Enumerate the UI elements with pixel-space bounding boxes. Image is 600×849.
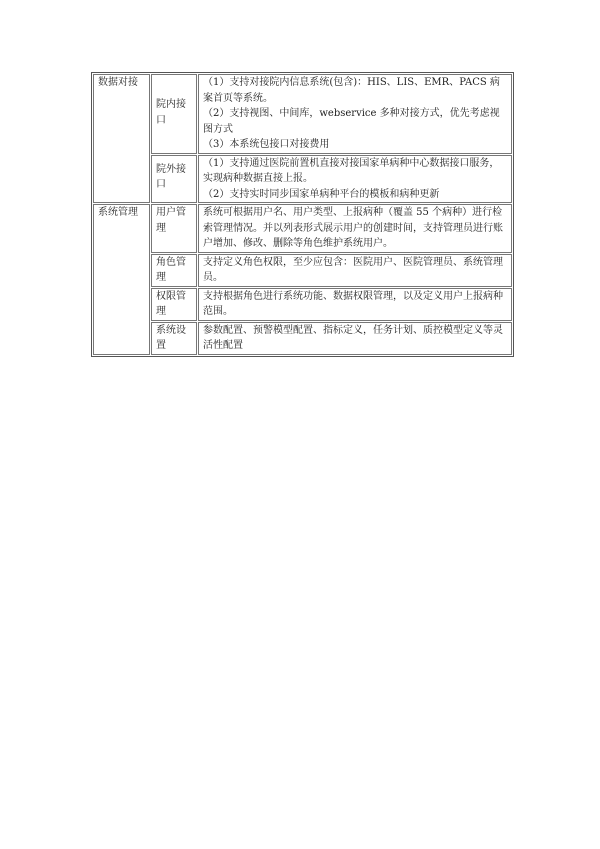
sub-item-permission-management: 权限管理	[151, 288, 197, 321]
description-cell	[198, 204, 512, 253]
description-cell	[198, 155, 512, 204]
table-row	[93, 322, 512, 355]
table-row	[93, 74, 512, 154]
description-line: （1）支持对接院内信息系统(包含)：HIS、LIS、EMR、PACS 病案首页等系统。	[203, 77, 500, 104]
category-system-management: 系统管理	[93, 204, 150, 355]
description-cell	[198, 254, 512, 287]
sub-item-internal-interface: 院内接口	[151, 74, 197, 154]
description-line: 参数配置、预警模型配置、指标定义，任务计划、质控模型定义等灵活性配置	[203, 324, 503, 351]
description-line: （2）支持视图、中间库，webservice 多种对接方式，优先考虑视图方式	[203, 108, 500, 135]
description-line: 系统可根据用户名、用户类型、上报病种（覆盖 55 个病种）进行检索管理情况。并以列表形式展示用户的创建时间，支持管理员进行账户增加、修改、删除等角色维护系统用户。	[203, 207, 503, 249]
spec-table	[91, 72, 514, 357]
description-cell	[198, 322, 512, 355]
sub-item-role-management: 角色管理	[151, 254, 197, 287]
sub-item-external-interface: 院外接口	[151, 155, 197, 204]
description-cell	[198, 288, 512, 321]
description-line: （2）支持实时同步国家单病种平台的模板和病种更新	[203, 188, 440, 200]
description-cell	[198, 74, 512, 154]
table-row	[93, 254, 512, 287]
description-line: 支持定义角色权限，至少应包含：医院用户、医院管理员、系统管理员。	[203, 256, 503, 283]
description-line: （3）本系统包接口对接费用	[203, 139, 330, 150]
category-data-integration: 数据对接	[93, 74, 150, 203]
description-line: 支持根据角色进行系统功能、数据权限管理，以及定义用户上报病种范围。	[203, 290, 503, 317]
table-row	[93, 204, 512, 253]
sub-item-user-management: 用户管理	[151, 204, 197, 253]
sub-item-system-settings: 系统设置	[151, 322, 197, 355]
description-line: （1）支持通过医院前置机直接对接国家单病种中心数据接口服务，实现病种数据直接上报。	[203, 157, 500, 184]
table-row	[93, 288, 512, 321]
table-row	[93, 155, 512, 204]
